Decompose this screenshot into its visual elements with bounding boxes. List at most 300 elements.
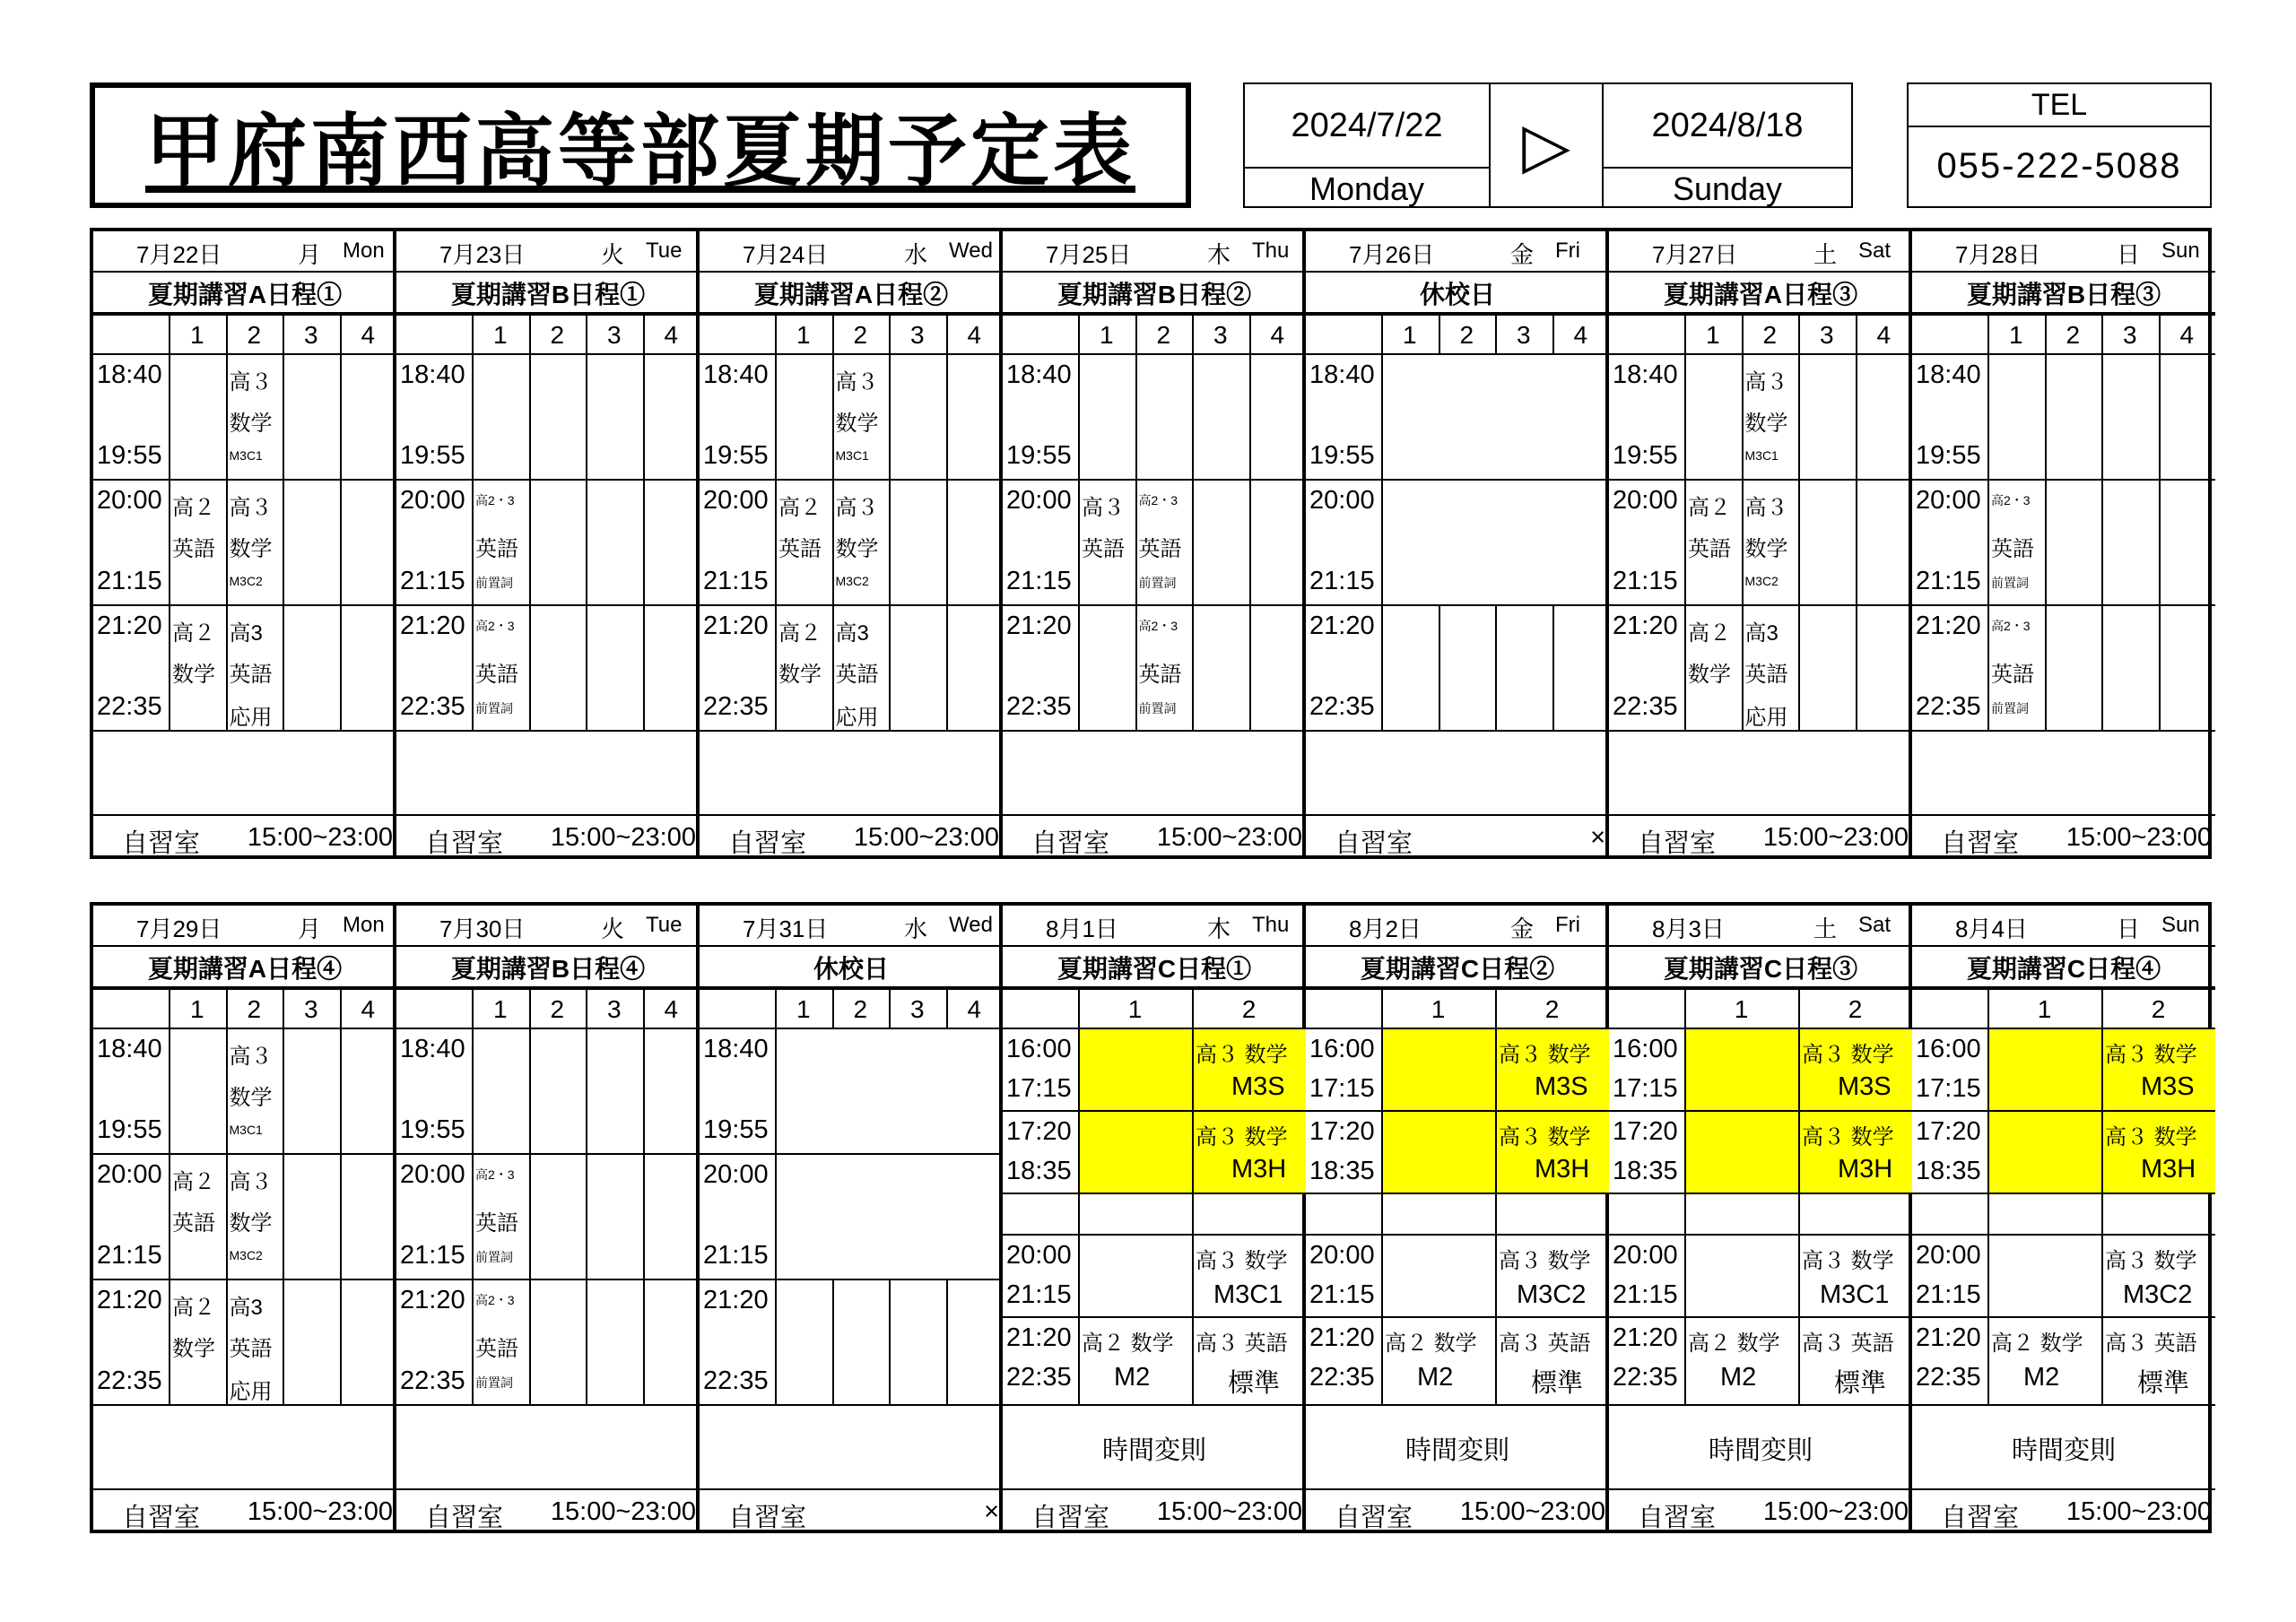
time-start: 18:40 — [703, 360, 769, 389]
time-start: 21:20 — [1613, 612, 1678, 640]
class-subject: 英語 — [1991, 537, 2034, 561]
period-number: 3 — [606, 995, 622, 1023]
schedule-title: 夏期講習A日程④ — [147, 955, 343, 983]
day-weekday-jp: 火 — [601, 915, 625, 942]
grid-line — [700, 479, 1003, 481]
grid-line — [226, 355, 228, 732]
grid-line — [1306, 730, 1609, 732]
class-code: M3C2 — [229, 1248, 263, 1262]
day-column — [1609, 906, 1912, 1530]
time-end: 21:15 — [1916, 1280, 1981, 1309]
class-subject: 高３ 数学 — [2105, 1249, 2197, 1273]
date-range-box — [1243, 82, 1853, 208]
day-column — [1003, 906, 1306, 1530]
grid-line — [643, 355, 645, 732]
grid-line — [396, 604, 700, 606]
note-text: 時間変則 — [1405, 1436, 1509, 1465]
period-number: 1 — [189, 995, 204, 1023]
time-end: 22:35 — [97, 1366, 162, 1395]
grid-line — [1003, 730, 1306, 732]
time-end: 21:15 — [1006, 567, 1072, 595]
time-end: 22:35 — [703, 692, 769, 721]
day-weekday-en: Mon — [343, 913, 385, 937]
grid-line — [1439, 606, 1440, 732]
day-date: 7月28日 — [1955, 241, 2041, 268]
day-weekday-jp: 水 — [904, 915, 928, 942]
grid-line — [1306, 1488, 1609, 1490]
class-subject: 高３ 数学 — [2105, 1125, 2197, 1149]
class-code: M3C2 — [1744, 574, 1779, 588]
grid-line — [283, 1029, 284, 1406]
grid-line — [700, 1488, 1003, 1490]
time-end: 18:35 — [1613, 1157, 1678, 1185]
class-subject: 高３ 数学 — [1196, 1249, 1288, 1273]
grid-line — [700, 1404, 1003, 1406]
day-date: 7月25日 — [1046, 241, 1132, 268]
grid-line — [340, 1029, 342, 1406]
time-start: 17:20 — [1309, 1117, 1375, 1146]
grid-line — [832, 1280, 834, 1406]
class-grade: 高３ — [229, 1170, 273, 1194]
class-grade: 高３ — [229, 496, 273, 520]
grid-line — [1495, 1029, 1497, 1406]
grid-line — [1306, 1193, 1609, 1194]
grid-line — [169, 1029, 170, 1406]
grid-line — [396, 1279, 700, 1280]
period-number: 3 — [2122, 321, 2137, 349]
class-grade: 高2・3 — [1991, 619, 2031, 633]
schedule-title: 休校日 — [1419, 281, 1495, 308]
study-room-label: 自習室 — [1335, 1504, 1413, 1532]
grid-line — [1003, 1193, 1306, 1194]
class-grade: 高2・3 — [475, 493, 515, 507]
day-weekday-en: Sun — [2161, 239, 2200, 263]
time-start: 20:00 — [1916, 486, 1981, 515]
study-room-hours: × — [1590, 823, 1605, 852]
grid-line — [2045, 355, 2047, 732]
day-date: 7月27日 — [1652, 241, 1738, 268]
time-start: 21:20 — [400, 1286, 465, 1314]
class-code: M2 — [1417, 1363, 1454, 1392]
class-grade: 高３ — [1744, 496, 1788, 520]
class-subject: 数学 — [229, 1086, 273, 1110]
study-room-label: 自習室 — [425, 829, 504, 858]
class-grade: 高2・3 — [1138, 493, 1178, 507]
time-end: 22:35 — [1613, 692, 1678, 721]
class-subject: 高３ 数学 — [1499, 1249, 1591, 1273]
day-date: 8月3日 — [1652, 915, 1725, 942]
day-date: 8月1日 — [1046, 915, 1118, 942]
grid-line — [700, 604, 1003, 606]
grid-line — [586, 355, 587, 732]
grid-line — [93, 814, 396, 816]
day-column — [1912, 906, 2215, 1530]
grid-line — [1912, 730, 2215, 732]
grid-line — [93, 1279, 396, 1280]
grid-line — [1912, 1234, 2215, 1236]
study-room-label: 自習室 — [1941, 829, 2020, 858]
time-start: 20:00 — [1309, 486, 1375, 515]
class-subject: 数学 — [835, 412, 879, 436]
class-subject: 高３ 数学 — [1802, 1125, 1894, 1149]
grid-line — [93, 604, 396, 606]
class-grade: 高３ — [1082, 496, 1125, 520]
time-end: 18:35 — [1309, 1157, 1375, 1185]
class-subject: 英語 — [229, 1337, 273, 1361]
day-weekday-jp: 金 — [1510, 915, 1535, 942]
time-end: 21:15 — [1309, 1280, 1375, 1309]
grid-line — [1856, 355, 1857, 732]
grid-line — [283, 355, 284, 732]
period-number: 3 — [909, 995, 925, 1023]
class-subject: 英語 — [1082, 537, 1125, 561]
period-number: 2 — [853, 995, 868, 1023]
period-number: 1 — [2037, 995, 2052, 1023]
class-grade: 高２ — [1688, 496, 1731, 520]
class-grade: 高3 — [229, 1296, 263, 1320]
time-end: 18:35 — [1916, 1157, 1981, 1185]
day-column — [1912, 231, 2215, 858]
class-subject: 数学 — [229, 537, 273, 561]
time-start: 17:20 — [1916, 1117, 1981, 1146]
class-code: M3S — [1535, 1072, 1588, 1101]
class-grade: 高２ — [172, 1170, 215, 1194]
grid-line — [1306, 814, 1609, 816]
day-weekday-jp: 木 — [1207, 915, 1231, 942]
class-subject: 高２ 数学 — [1082, 1331, 1174, 1356]
class-code: 前置詞 — [1138, 576, 1177, 590]
period-number: 2 — [247, 995, 262, 1023]
period-number: 2 — [550, 321, 565, 349]
class-subject: 数学 — [1688, 663, 1731, 687]
grid-line — [1609, 814, 1912, 816]
study-room-hours: 15:00~23:00 — [2066, 1497, 2212, 1526]
grid-line — [396, 1153, 700, 1155]
time-start: 16:00 — [1309, 1035, 1375, 1063]
grid-line — [1912, 1110, 2215, 1112]
day-weekday-en: Fri — [1555, 239, 1580, 263]
grid-line — [1003, 1488, 1306, 1490]
class-grade: 高2・3 — [475, 1293, 515, 1307]
period-number: 2 — [550, 995, 565, 1023]
class-subject: 数学 — [835, 537, 879, 561]
schedule-title: 夏期講習C日程② — [1360, 955, 1555, 983]
tel-number: 055-222-5088 — [1936, 145, 2182, 186]
time-start: 18:40 — [400, 1035, 465, 1063]
day-weekday-jp: 日 — [2117, 915, 2141, 942]
grid-line — [472, 1029, 474, 1406]
class-grade: 高２ — [172, 1296, 215, 1320]
schedule-title: 夏期講習B日程④ — [450, 955, 646, 983]
class-subject: 数学 — [172, 663, 215, 687]
study-room-hours: 15:00~23:00 — [1762, 1497, 1909, 1526]
class-code: M3C1 — [835, 448, 869, 463]
time-end: 17:15 — [1006, 1074, 1072, 1103]
day-column — [700, 906, 1003, 1530]
time-end: 19:55 — [400, 441, 465, 470]
day-weekday-en: Sun — [2161, 913, 2200, 937]
study-room-hours: 15:00~23:00 — [1156, 823, 1302, 852]
grid-line — [1609, 604, 1912, 606]
grid-line — [1192, 1029, 1194, 1406]
tel-label: TEL — [1909, 84, 2210, 127]
class-subject: 数学 — [229, 1211, 273, 1236]
time-end: 22:35 — [703, 1366, 769, 1395]
class-grade: 高3 — [835, 621, 869, 646]
class-code: M3S — [1231, 1072, 1285, 1101]
class-grade: 高３ — [229, 370, 273, 395]
day-date: 7月22日 — [136, 241, 222, 268]
study-room-hours: 15:00~23:00 — [247, 1497, 393, 1526]
period-number: 1 — [1099, 321, 1114, 349]
day-date: 7月26日 — [1349, 241, 1435, 268]
day-weekday-jp: 月 — [298, 915, 322, 942]
day-weekday-en: Fri — [1555, 913, 1580, 937]
class-code: M3H — [2141, 1155, 2196, 1184]
note-text: 時間変則 — [1101, 1436, 1206, 1465]
class-subject: 英語 — [1688, 537, 1731, 561]
grid-line — [529, 1029, 531, 1406]
study-room-label: 自習室 — [1335, 829, 1413, 858]
note-text: 時間変則 — [2011, 1436, 2116, 1465]
grid-line — [1078, 355, 1080, 732]
period-number: 4 — [361, 995, 376, 1023]
class-subject: 数学 — [172, 1337, 215, 1361]
time-end: 19:55 — [97, 441, 162, 470]
time-end: 19:55 — [1613, 441, 1678, 470]
class-subject: 高２ 数学 — [1991, 1331, 2083, 1356]
period-number: 3 — [1819, 321, 1834, 349]
day-weekday-jp: 火 — [601, 241, 625, 268]
grid-line — [1192, 355, 1194, 732]
time-end: 21:15 — [400, 1241, 465, 1270]
end-date: 2024/8/18 — [1651, 106, 1804, 144]
class-grade: 高2・3 — [1991, 493, 2031, 507]
class-subject: 数学 — [229, 412, 273, 436]
period-number: 1 — [492, 995, 508, 1023]
period-number: 2 — [1762, 321, 1778, 349]
grid-line — [1306, 1110, 1609, 1112]
class-code: M3H — [1231, 1155, 1287, 1184]
week-1-schedule — [90, 228, 2212, 859]
tel-box — [1907, 82, 2212, 208]
time-end: 17:15 — [1916, 1074, 1981, 1103]
end-day: Sunday — [1604, 167, 1851, 210]
class-subject: 高３ 数学 — [2105, 1043, 2197, 1067]
grid-line — [775, 1029, 777, 1406]
time-end: 19:55 — [1006, 441, 1072, 470]
day-column — [396, 906, 700, 1530]
time-end: 21:15 — [1613, 567, 1678, 595]
grid-line — [946, 1280, 948, 1406]
period-number: 4 — [2179, 321, 2195, 349]
grid-line — [1306, 604, 1609, 606]
time-start: 20:00 — [1613, 1241, 1678, 1270]
time-end: 22:35 — [1613, 1363, 1678, 1392]
grid-line — [889, 1280, 891, 1406]
period-number: 4 — [967, 995, 982, 1023]
grid-line — [586, 1029, 587, 1406]
class-grade: 高２ — [778, 496, 822, 520]
grid-line — [2101, 1029, 2103, 1406]
grid-line — [1495, 606, 1497, 732]
day-date: 7月31日 — [743, 915, 829, 942]
start-day: Monday — [1245, 167, 1489, 210]
time-end: 21:15 — [97, 1241, 162, 1270]
study-room-label: 自習室 — [1638, 829, 1717, 858]
class-code: 前置詞 — [1991, 576, 2029, 590]
class-grade: 高２ — [1688, 621, 1731, 646]
class-code: 前置詞 — [475, 1375, 513, 1390]
class-subject: 応用 — [229, 706, 273, 730]
grid-line — [1987, 1029, 1989, 1406]
time-end: 21:15 — [703, 567, 769, 595]
day-weekday-jp: 木 — [1207, 241, 1231, 268]
time-start: 18:40 — [1613, 360, 1678, 389]
study-room-hours: 15:00~23:00 — [853, 823, 999, 852]
day-column — [93, 231, 396, 858]
class-grade: 高３ — [835, 370, 879, 395]
time-end: 17:15 — [1613, 1074, 1678, 1103]
grid-line — [1135, 355, 1137, 732]
time-start: 20:00 — [1916, 1241, 1981, 1270]
class-code: M3C2 — [229, 574, 263, 588]
time-start: 21:20 — [97, 612, 162, 640]
class-code: M3C1 — [1744, 448, 1779, 463]
time-start: 20:00 — [703, 1160, 769, 1189]
day-weekday-en: Wed — [949, 239, 993, 263]
time-end: 19:55 — [1309, 441, 1375, 470]
class-subject: 数学 — [1744, 412, 1788, 436]
grid-line — [700, 1153, 1003, 1155]
grid-line — [2159, 355, 2161, 732]
grid-line — [1609, 1488, 1912, 1490]
time-start: 21:20 — [703, 1286, 769, 1314]
time-end: 19:55 — [703, 441, 769, 470]
grid-line — [1306, 479, 1609, 481]
grid-line — [396, 1488, 700, 1490]
grid-line — [1609, 479, 1912, 481]
class-subject: 応用 — [1744, 706, 1788, 730]
class-code: M3C1 — [229, 448, 263, 463]
class-subject: 数学 — [1744, 537, 1788, 561]
class-code: M3C1 — [1820, 1280, 1890, 1309]
class-subject: 英語 — [475, 1211, 518, 1236]
class-code: M3S — [2141, 1072, 2195, 1101]
day-date: 8月4日 — [1955, 915, 2028, 942]
period-number: 1 — [1127, 995, 1143, 1023]
time-end: 19:55 — [97, 1115, 162, 1144]
study-room-hours: 15:00~23:00 — [550, 1497, 696, 1526]
class-subject: 高３ 数学 — [1499, 1125, 1591, 1149]
period-number: 4 — [361, 321, 376, 349]
study-room-hours: 15:00~23:00 — [2066, 823, 2212, 852]
grid-line — [1306, 1234, 1609, 1236]
schedule-title: 夏期講習B日程③ — [1966, 281, 2161, 308]
class-subject: 英語 — [475, 663, 518, 687]
study-room-hours: 15:00~23:00 — [1762, 823, 1909, 852]
time-start: 20:00 — [97, 1160, 162, 1189]
schedule-title: 夏期講習C日程④ — [1966, 955, 2161, 983]
period-number: 3 — [303, 995, 318, 1023]
study-room-hours: × — [984, 1497, 999, 1526]
grid-line — [775, 355, 777, 732]
time-end: 22:35 — [1309, 692, 1375, 721]
study-room-label: 自習室 — [1638, 1504, 1717, 1532]
grid-line — [1381, 355, 1383, 732]
class-subject: 高３ 英語 — [1499, 1331, 1591, 1356]
grid-line — [396, 814, 700, 816]
period-number: 3 — [1516, 321, 1531, 349]
time-end: 22:35 — [1916, 1363, 1981, 1392]
schedule-title: 夏期講習C日程③ — [1663, 955, 1858, 983]
time-start: 18:40 — [703, 1035, 769, 1063]
class-code: M3C2 — [1517, 1280, 1587, 1309]
day-column — [1306, 231, 1609, 858]
day-weekday-en: Wed — [949, 913, 993, 937]
day-weekday-jp: 日 — [2117, 241, 2141, 268]
period-number: 4 — [664, 995, 679, 1023]
class-subject: 英語 — [778, 537, 822, 561]
grid-line — [2101, 355, 2103, 732]
time-start: 21:20 — [1006, 612, 1072, 640]
day-weekday-jp: 水 — [904, 241, 928, 268]
period-number: 4 — [1573, 321, 1588, 349]
time-end: 22:35 — [97, 692, 162, 721]
period-number: 4 — [967, 321, 982, 349]
grid-line — [1003, 1234, 1306, 1236]
schedule-title: 夏期講習C日程① — [1057, 955, 1252, 983]
time-end: 21:15 — [1309, 567, 1375, 595]
class-code: M3H — [1535, 1155, 1590, 1184]
grid-line — [1306, 1316, 1609, 1318]
time-end: 21:15 — [1006, 1280, 1072, 1309]
class-grade: 高2・3 — [475, 619, 515, 633]
grid-line — [1552, 606, 1554, 732]
class-subject: 英語 — [835, 663, 879, 687]
time-start: 18:40 — [97, 360, 162, 389]
period-number: 2 — [2151, 995, 2166, 1023]
period-number: 1 — [492, 321, 508, 349]
period-number: 2 — [1459, 321, 1474, 349]
time-end: 21:15 — [1916, 567, 1981, 595]
class-subject: 高３ 数学 — [1196, 1125, 1288, 1149]
class-grade: 高2・3 — [475, 1167, 515, 1182]
grid-line — [1912, 1193, 2215, 1194]
class-code: 標準 — [1834, 1369, 1887, 1398]
day-weekday-jp: 土 — [1813, 915, 1838, 942]
study-room-hours: 15:00~23:00 — [550, 823, 696, 852]
period-number: 4 — [1270, 321, 1285, 349]
class-subject: 英語 — [1138, 537, 1182, 561]
grid-line — [700, 814, 1003, 816]
period-number: 2 — [247, 321, 262, 349]
day-weekday-jp: 土 — [1813, 241, 1838, 268]
time-start: 17:20 — [1613, 1117, 1678, 1146]
grid-line — [93, 1153, 396, 1155]
study-room-label: 自習室 — [1031, 829, 1110, 858]
arrow-icon: ▷ — [1522, 110, 1570, 180]
class-code: M2 — [1114, 1363, 1151, 1392]
day-weekday-en: Tue — [646, 913, 683, 937]
class-subject: 英語 — [1744, 663, 1788, 687]
grid-line — [396, 479, 700, 481]
grid-line — [396, 730, 700, 732]
time-start: 21:20 — [1916, 1323, 1981, 1352]
period-number: 3 — [606, 321, 622, 349]
time-end: 21:15 — [1613, 1280, 1678, 1309]
class-grade: 高３ — [229, 1045, 273, 1069]
